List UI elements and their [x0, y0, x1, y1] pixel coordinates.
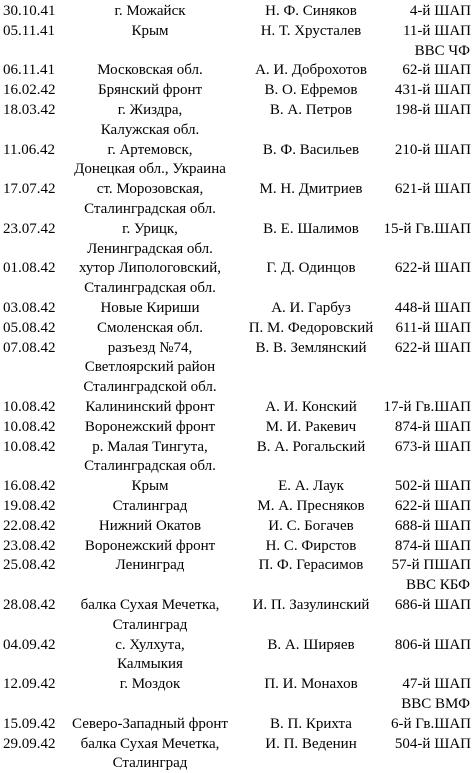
place-cell: Донецкая обл., Украина: [74, 161, 226, 177]
table-row: [0, 299, 474, 318]
unit-cell: 47-й ШАП: [402, 676, 471, 692]
date-cell: 23.07.42: [3, 221, 56, 237]
unit-cell: 198-й ШАП: [394, 102, 471, 118]
unit-cell: 622-й ШАП: [394, 340, 471, 356]
section-heading: ВВС ВМФ: [401, 696, 470, 712]
date-cell: 16.02.42: [3, 82, 56, 98]
place-cell: Светлоярский район: [84, 359, 216, 375]
person-cell: М. Н. Дмитриев: [259, 181, 363, 197]
table-row: [0, 180, 474, 199]
place-cell: Брянский фронт: [97, 82, 203, 98]
person-cell: И. П. Веденин: [265, 736, 357, 752]
table-row-continuation: [0, 160, 474, 179]
table-row: [0, 596, 474, 615]
table-row: [0, 438, 474, 457]
unit-cell: 11-й ШАП: [402, 23, 471, 39]
place-cell: Калининский фронт: [85, 399, 215, 415]
date-cell: 10.08.42: [3, 419, 56, 435]
table-row: [0, 319, 474, 338]
place-cell: Сталинград: [112, 617, 188, 633]
unit-cell: 62-й ШАП: [402, 62, 471, 78]
place-cell: Московская обл.: [97, 62, 203, 78]
date-cell: 18.03.42: [3, 102, 56, 118]
section-heading: ВВС ЧФ: [414, 43, 470, 59]
table-row-continuation: [0, 358, 474, 377]
place-cell: Смоленская обл.: [97, 320, 203, 336]
date-cell: 03.08.42: [3, 300, 56, 316]
unit-cell: 874-й ШАП: [394, 538, 471, 554]
place-cell: хутор Липологовский,: [78, 260, 222, 276]
table-row-continuation: [0, 655, 474, 674]
unit-cell: 210-й ШАП: [394, 142, 471, 158]
person-cell: И. П. Зазулинский: [252, 597, 370, 613]
place-cell: Воронежский фронт: [84, 419, 216, 435]
unit-cell: 621-й ШАП: [394, 181, 471, 197]
place-cell: с. Хулхута,: [115, 637, 185, 653]
table-row: [0, 22, 474, 41]
table-row: [0, 735, 474, 754]
date-cell: 15.09.42: [3, 716, 56, 732]
table-row: [0, 537, 474, 556]
table-row: [0, 220, 474, 239]
place-cell: р. Малая Тингута,: [92, 439, 208, 455]
date-cell: 22.08.42: [3, 518, 56, 534]
person-cell: А. И. Конский: [265, 399, 357, 415]
date-cell: 28.08.42: [3, 597, 56, 613]
person-cell: М. А. Пресняков: [257, 498, 365, 514]
table-row-continuation: [0, 378, 474, 397]
section-heading: ВВС КБФ: [405, 577, 470, 593]
unit-cell: 504-й ШАП: [394, 736, 471, 752]
place-cell: балка Сухая Мечетка,: [80, 736, 220, 752]
date-cell: 01.08.42: [3, 260, 56, 276]
place-cell: г. Моздок: [119, 676, 181, 692]
date-cell: 06.11.41: [3, 62, 55, 78]
person-cell: В. Ф. Васильев: [262, 142, 360, 158]
person-cell: Н. Т. Хрусталев: [260, 23, 362, 39]
person-cell: В. Е. Шалимов: [263, 221, 359, 237]
place-cell: Ленинград: [115, 557, 185, 573]
table-row: [0, 398, 474, 417]
place-cell: Калужская обл.: [100, 122, 200, 138]
table-row-continuation: [0, 754, 474, 773]
person-cell: А. И. Доброхотов: [255, 62, 367, 78]
date-cell: 10.08.42: [3, 439, 56, 455]
unit-cell: 431-й ШАП: [394, 82, 471, 98]
table-row-continuation: [0, 200, 474, 219]
table-row: [0, 81, 474, 100]
table-row: [0, 517, 474, 536]
place-cell: г. Урицк,: [122, 221, 178, 237]
place-cell: балка Сухая Мечетка,: [80, 597, 220, 613]
date-cell: 17.07.42: [3, 181, 56, 197]
person-cell: П. Ф. Герасимов: [258, 557, 364, 573]
place-cell: Воронежский фронт: [84, 538, 216, 554]
unit-cell: 4-й ШАП: [409, 3, 471, 19]
unit-cell: 622-й ШАП: [394, 498, 471, 514]
place-cell: Новые Кириши: [100, 300, 200, 316]
person-cell: Н. Ф. Синяков: [265, 3, 357, 19]
place-cell: г. Можайск: [114, 3, 186, 19]
table-row-continuation: [0, 279, 474, 298]
date-cell: 10.08.42: [3, 399, 56, 415]
table-row: [0, 636, 474, 655]
unit-cell: 611-й ШАП: [395, 320, 471, 336]
place-cell: ст. Морозовская,: [96, 181, 204, 197]
person-cell: В. В. Землянский: [255, 340, 367, 356]
date-cell: 07.08.42: [3, 340, 56, 356]
person-cell: В. А. Рогальский: [256, 439, 366, 455]
place-cell: Сталинград: [112, 498, 188, 514]
date-cell: 23.08.42: [3, 538, 56, 554]
table-row: [0, 556, 474, 575]
unit-cell: 448-й ШАП: [394, 300, 471, 316]
date-cell: 04.09.42: [3, 637, 56, 653]
date-cell: 30.10.41: [3, 3, 56, 19]
table-row: [0, 101, 474, 120]
table-row: [0, 259, 474, 278]
date-cell: 16.08.42: [3, 478, 56, 494]
person-cell: И. С. Богачев: [268, 518, 354, 534]
table-row: [0, 2, 474, 21]
unit-cell: 17-й Гв.ШАП: [383, 399, 471, 415]
person-cell: А. И. Гарбуз: [271, 300, 351, 316]
table-row: [0, 675, 474, 694]
table-row: [0, 497, 474, 516]
place-cell: Сталинградская обл.: [84, 201, 216, 217]
person-cell: М. И. Ракевич: [265, 419, 357, 435]
place-cell: Сталинград: [112, 755, 188, 771]
place-cell: Сталинградская обл.: [84, 280, 216, 296]
table-row-continuation: [0, 121, 474, 140]
date-cell: 29.09.42: [3, 736, 56, 752]
table-row: [0, 339, 474, 358]
place-cell: Калмыкия: [117, 656, 183, 672]
unit-cell: 874-й ШАП: [394, 419, 471, 435]
unit-cell: 6-й Гв.ШАП: [390, 716, 471, 732]
place-cell: Крым: [131, 23, 169, 39]
table-row: [0, 61, 474, 80]
place-cell: г. Жиздра,: [117, 102, 183, 118]
person-cell: П. М. Федоровский: [248, 320, 374, 336]
table-row-continuation: [0, 457, 474, 476]
place-cell: разъезд №74,: [107, 340, 193, 356]
unit-cell: 622-й ШАП: [394, 260, 471, 276]
person-cell: Н. С. Фирстов: [265, 538, 357, 554]
place-cell: Нижний Окатов: [98, 518, 202, 534]
person-cell: В. П. Крихта: [270, 716, 352, 732]
place-cell: г. Артемовск,: [107, 142, 193, 158]
unit-cell: 15-й Гв.ШАП: [383, 221, 471, 237]
person-cell: Е. А. Лаук: [278, 478, 344, 494]
date-cell: 05.11.41: [3, 23, 55, 39]
place-cell: Ленинградская обл.: [87, 241, 213, 257]
person-cell: В. О. Ефремов: [264, 82, 358, 98]
unit-cell: 57-й ПШАП: [391, 557, 471, 573]
unit-cell: 806-й ШАП: [394, 637, 471, 653]
place-cell: Северо-Западный фронт: [72, 716, 228, 732]
table-row-continuation: [0, 240, 474, 259]
date-cell: 11.06.42: [3, 142, 55, 158]
unit-cell: 688-й ШАП: [394, 518, 471, 534]
person-cell: П. И. Монахов: [264, 676, 358, 692]
person-cell: Г. Д. Одинцов: [266, 260, 356, 276]
table-row: [0, 477, 474, 496]
table-row: [0, 715, 474, 734]
table-row: [0, 141, 474, 160]
unit-cell: 673-й ШАП: [394, 439, 471, 455]
place-cell: Сталинградская обл.: [84, 458, 216, 474]
table-row: [0, 418, 474, 437]
date-cell: 12.09.42: [3, 676, 56, 692]
place-cell: Крым: [131, 478, 169, 494]
unit-cell: 686-й ШАП: [394, 597, 471, 613]
date-cell: 19.08.42: [3, 498, 56, 514]
date-cell: 25.08.42: [3, 557, 56, 573]
unit-cell: 502-й ШАП: [394, 478, 471, 494]
person-cell: В. А. Ширяев: [267, 637, 355, 653]
person-cell: В. А. Петров: [269, 102, 353, 118]
table-row-continuation: [0, 616, 474, 635]
date-cell: 05.08.42: [3, 320, 56, 336]
place-cell: Сталинградской обл.: [83, 379, 217, 395]
